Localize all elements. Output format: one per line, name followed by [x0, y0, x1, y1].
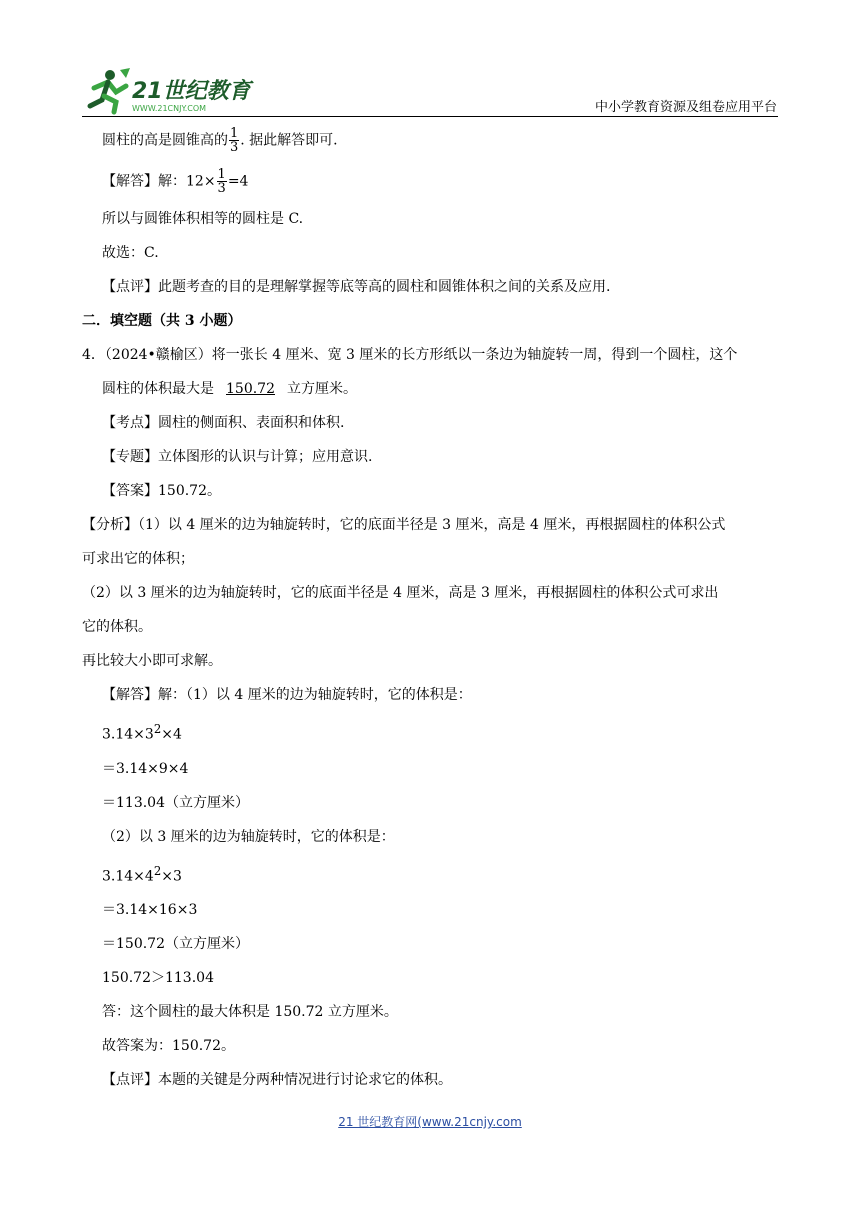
text: 立方厘米。	[287, 381, 357, 397]
calc-line: ＝3.14×9×4	[102, 760, 189, 777]
analysis-line: 它的体积。	[82, 619, 152, 635]
q3-conclusion: 所以与圆锥体积相等的圆柱是 C.	[102, 211, 304, 227]
answer-tag: 【答案】	[102, 483, 158, 499]
text: 圆柱的体积最大是	[102, 381, 214, 397]
solution-tag: 【解答】	[102, 173, 158, 190]
stem-line	[82, 372, 778, 406]
fraction	[229, 127, 239, 154]
final-answer: 答：这个圆柱的最大体积是 150.72 立方厘米。	[102, 1004, 398, 1021]
q3-choice: 故选：C.	[102, 245, 159, 261]
text: 3.14×4	[102, 868, 154, 885]
analysis-line: （2）以 3 厘米的边为轴旋转时，它的底面半径是 4 厘米，高是 3 厘米，再根据圆柱的体积公式可求出	[82, 585, 719, 601]
comment-tag: 【点评】	[102, 1072, 158, 1089]
text: 本题的关键是分两种情况进行讨论求它的体积。	[158, 1072, 452, 1089]
q4-topic	[82, 440, 778, 474]
text: . 据此解答即可.	[240, 132, 338, 149]
q4-analysis	[82, 508, 778, 678]
analysis-tag: 【分析】	[82, 517, 138, 533]
footer-link[interactable]: 21 世纪教育网(www.21cnjy.com	[338, 1115, 522, 1129]
section-heading: 二．填空题（共 3 小题）	[82, 313, 242, 329]
calc-line: ＝3.14×16×3	[102, 902, 198, 919]
stem-line: 4．（2024•赣榆区）将一张长 4 厘米、宽 3 厘米的长方形纸以一条边为轴旋转一周，得到一个圆柱，这个	[82, 347, 738, 363]
fraction	[217, 168, 227, 195]
text: 150.72。	[158, 483, 221, 499]
denominator: 3	[230, 140, 239, 155]
exponent: 2	[153, 863, 162, 878]
header-divider	[82, 116, 778, 117]
topic-tag: 【专题】	[102, 449, 158, 465]
calc-line: ＝150.72（立方厘米）	[102, 936, 249, 953]
compare-line: 150.72＞113.04	[102, 970, 214, 987]
platform-title: 中小学教育资源及组卷应用平台	[594, 100, 777, 115]
logo-text: 21世纪教育	[132, 79, 251, 104]
q3-comment	[82, 270, 778, 304]
numerator: 1	[217, 167, 226, 182]
running-man-icon	[90, 68, 130, 112]
solution-tag: 【解答】	[102, 687, 158, 703]
q4-solution	[82, 678, 778, 712]
text: 解：（1）以 4 厘米的边为轴旋转时，它的体积是：	[158, 687, 472, 703]
text: ×4	[161, 726, 182, 743]
text: （1）以 4 厘米的边为轴旋转时，它的底面半径是 3 厘米，高是 4 厘米，再根据圆柱的体积公式	[138, 517, 726, 533]
text: 解：12×	[158, 173, 216, 190]
analysis-line	[82, 508, 778, 542]
text: 圆柱的侧面积、表面积和体积.	[158, 415, 345, 431]
text: ×3	[161, 868, 182, 885]
solution-line: （2）以 3 厘米的边为轴旋转时，它的体积是：	[102, 828, 395, 845]
q3-solution-line	[82, 161, 778, 202]
text: 3.14×3	[102, 726, 154, 743]
analysis-line: 再比较大小即可求解。	[82, 653, 222, 669]
exponent: 2	[153, 722, 162, 736]
site-logo	[80, 66, 260, 116]
q4-comment	[82, 1063, 778, 1097]
text: 圆柱的高是圆锥高的	[102, 132, 228, 149]
calc-line	[82, 712, 778, 752]
document-body	[82, 120, 778, 1097]
numerator: 1	[230, 126, 239, 141]
calc-line: ＝113.04（立方厘米）	[102, 794, 249, 811]
text: 立体图形的认识与计算；应用意识.	[158, 449, 373, 465]
logo-url: WWW.21CNJY.COM	[132, 104, 207, 113]
comment-tag: 【点评】	[102, 279, 158, 295]
fill-answer: 故答案为：150.72。	[102, 1038, 235, 1055]
q4-point	[82, 406, 778, 440]
q4-stem	[82, 338, 778, 406]
calc-line	[82, 854, 778, 894]
q4-answer	[82, 474, 778, 508]
answer-blank: 150.72	[226, 381, 275, 397]
denominator: 3	[217, 181, 226, 196]
text: =4	[227, 173, 249, 190]
analysis-line: 可求出它的体积；	[82, 551, 194, 567]
q3-analysis-line	[82, 120, 778, 161]
point-tag: 【考点】	[102, 415, 158, 431]
text: 此题考查的目的是理解掌握等底等高的圆柱和圆锥体积之间的关系及应用.	[158, 279, 611, 295]
